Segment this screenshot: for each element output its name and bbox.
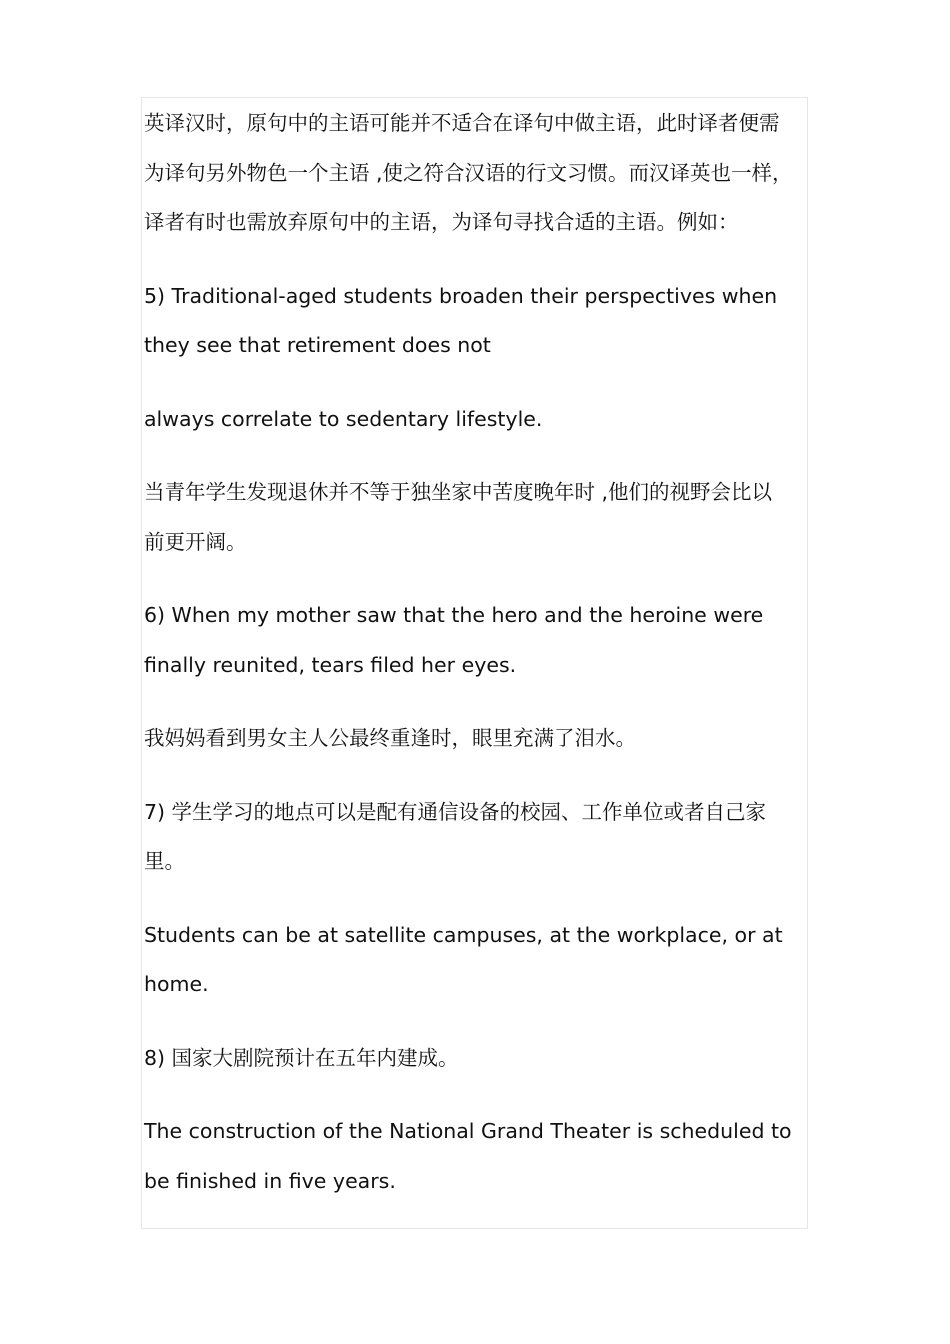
text-line: they see that retirement does not [144,333,491,357]
text-line: 为译句另外物色一个主语 ,使之符合汉语的行文习惯。而汉译英也一样， [144,160,793,185]
text-line: The construction of the National Grand Theater is scheduled to [144,1119,792,1143]
text-line: 8) 国家大剧院预计在五年内建成。 [144,1045,459,1070]
document-body [144,99,824,1230]
text-line: 里。 [144,849,185,873]
paragraph-example-5-english [144,272,824,371]
paragraph-example-5-english-continued [144,395,824,445]
text-line: 5) Traditional-aged students broaden their perspectives when [144,283,778,308]
paragraph-example-7-english [144,911,824,1010]
text-line: 我妈妈看到男女主人公最终重逢时，眼里充满了泪水。 [144,726,636,750]
text-line: 6) When my mother saw that the hero and the heroine were [144,603,764,627]
text-line: Students can be at satellite campuses, at the workplace, or at [144,922,783,947]
paragraph-intro [144,99,824,248]
paragraph-example-7-chinese [144,788,824,887]
text-line: 7) 学生学习的地点可以是配有通信设备的校园、工作单位或者自己家 [144,799,767,824]
paragraph-example-8-english [144,1107,824,1206]
text-line: 英译汉时，原句中的主语可能并不适合在译句中做主语，此时译者便需 [144,111,780,135]
text-line: 译者有时也需放弃原句中的主语，为译句寻找合适的主语。例如： [144,210,739,234]
paragraph-example-5-chinese [144,468,824,567]
text-line: always correlate to sedentary lifestyle. [144,406,543,431]
text-line: home. [144,972,209,996]
text-line: 前更开阔。 [144,529,247,554]
text-line: finally reunited, tears filed her eyes. [144,652,517,677]
text-line: be finished in five years. [144,1168,396,1193]
paragraph-example-8-chinese [144,1034,824,1084]
text-line: 当青年学生发现退休并不等于独坐家中苦度晚年时 ,他们的视野会比以 [144,480,773,504]
paragraph-example-6-english [144,591,824,690]
paragraph-example-6-chinese [144,714,824,764]
